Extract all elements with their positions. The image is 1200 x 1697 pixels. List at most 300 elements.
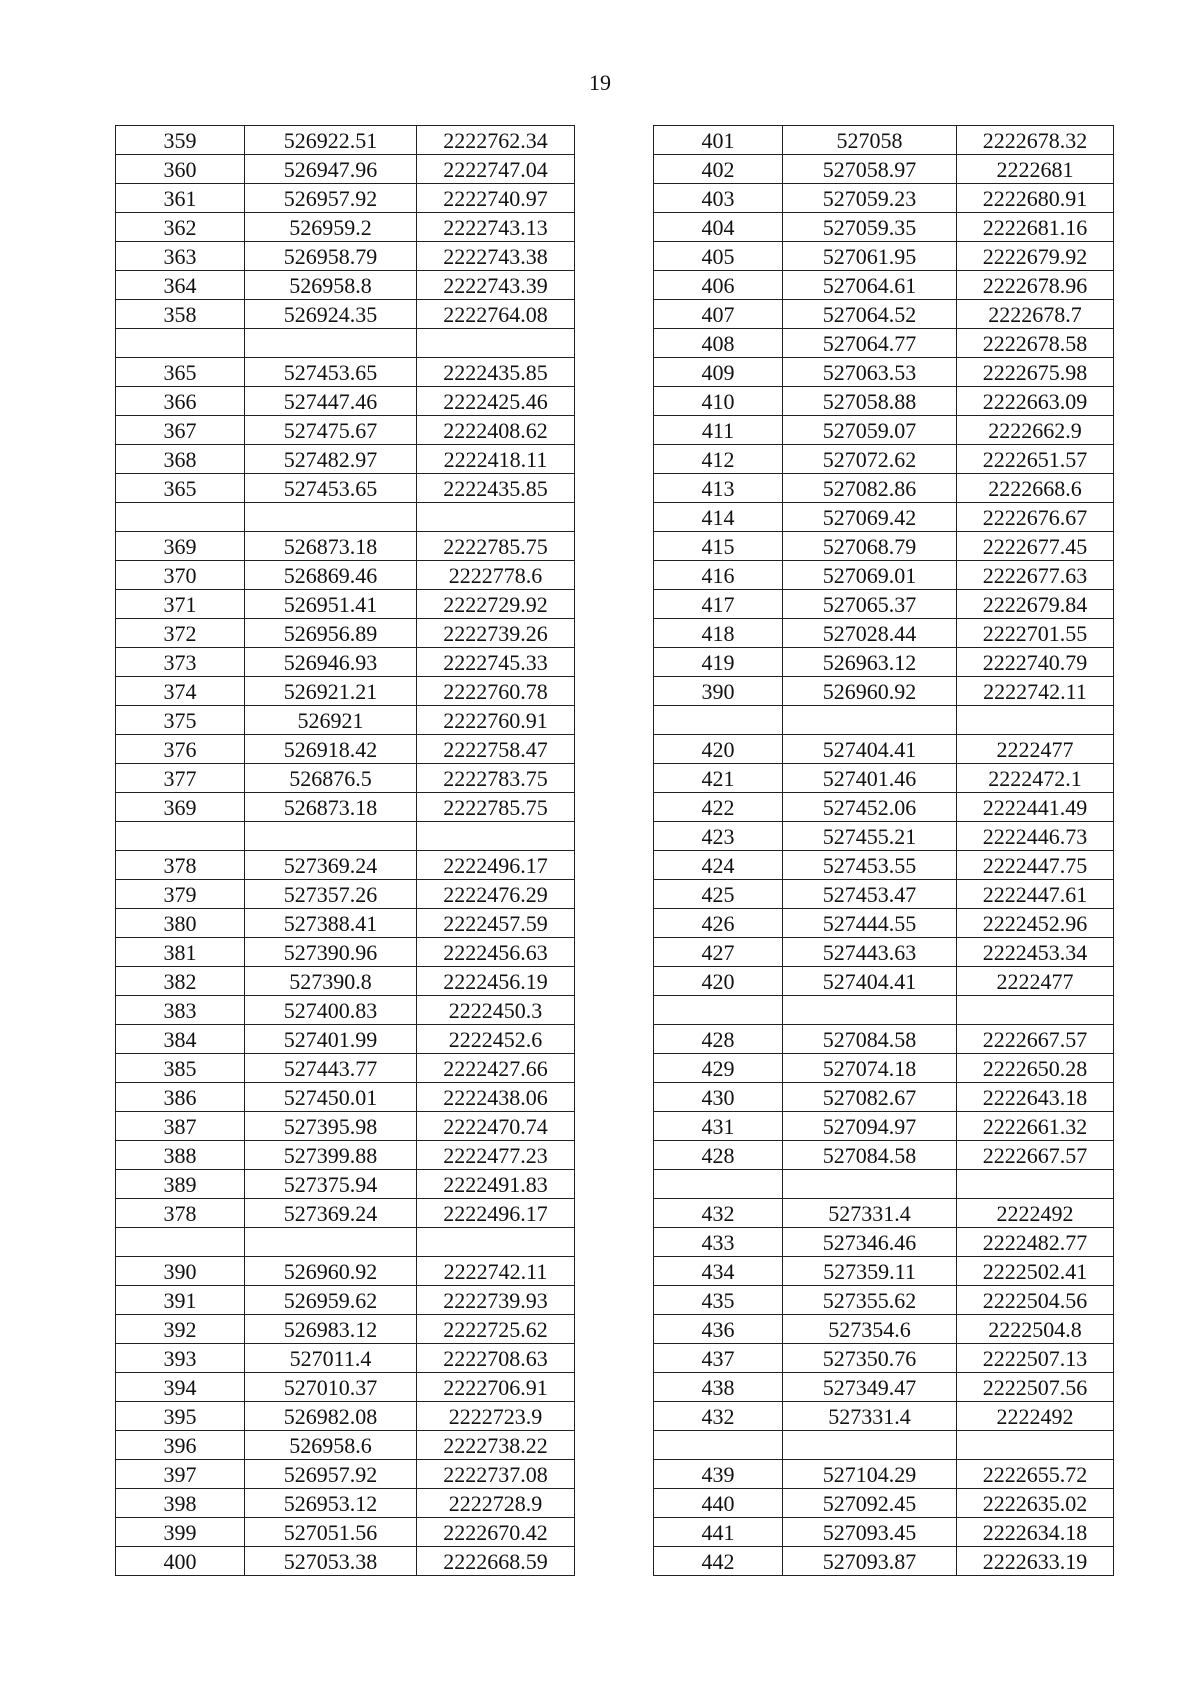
x-coordinate-cell: 527010.37 <box>245 1373 417 1402</box>
point-number-cell: 422 <box>654 793 783 822</box>
x-coordinate-cell: 527082.86 <box>783 474 957 503</box>
point-number-cell: 417 <box>654 590 783 619</box>
y-coordinate-cell: 2222739.93 <box>417 1286 575 1315</box>
x-coordinate-cell: 527443.77 <box>245 1054 417 1083</box>
x-coordinate-cell: 527369.24 <box>245 851 417 880</box>
table-row <box>116 1402 575 1431</box>
table-row <box>654 1054 1114 1083</box>
x-coordinate-cell: 527452.06 <box>783 793 957 822</box>
table-row <box>654 1286 1114 1315</box>
x-coordinate-cell: 527065.37 <box>783 590 957 619</box>
x-coordinate-cell: 526959.2 <box>245 213 417 242</box>
table-row <box>116 300 575 329</box>
y-coordinate-cell: 2222675.98 <box>957 358 1114 387</box>
x-coordinate-cell: 527011.4 <box>245 1344 417 1373</box>
x-coordinate-cell: 527350.76 <box>783 1344 957 1373</box>
y-coordinate-cell: 2222446.73 <box>957 822 1114 851</box>
table-row <box>116 184 575 213</box>
table-row <box>654 735 1114 764</box>
table-row <box>654 1518 1114 1547</box>
x-coordinate-cell: 527331.4 <box>783 1199 957 1228</box>
x-coordinate-cell: 526946.93 <box>245 648 417 677</box>
point-number-cell: 396 <box>116 1431 245 1460</box>
x-coordinate-cell: 527058.88 <box>783 387 957 416</box>
point-number-cell: 413 <box>654 474 783 503</box>
x-coordinate-cell: 527093.45 <box>783 1518 957 1547</box>
y-coordinate-cell: 2222783.75 <box>417 764 575 793</box>
y-coordinate-cell: 2222492 <box>957 1402 1114 1431</box>
point-number-cell: 375 <box>116 706 245 735</box>
y-coordinate-cell: 2222661.32 <box>957 1112 1114 1141</box>
point-number-cell: 367 <box>116 416 245 445</box>
x-coordinate-cell: 527354.6 <box>783 1315 957 1344</box>
x-coordinate-cell: 527444.55 <box>783 909 957 938</box>
y-coordinate-cell: 2222655.72 <box>957 1460 1114 1489</box>
y-coordinate-cell: 2222676.67 <box>957 503 1114 532</box>
y-coordinate-cell: 2222450.3 <box>417 996 575 1025</box>
y-coordinate-cell: 2222456.19 <box>417 967 575 996</box>
y-coordinate-cell: 2222477 <box>957 967 1114 996</box>
y-coordinate-cell: 2222435.85 <box>417 358 575 387</box>
x-coordinate-cell: 527064.61 <box>783 271 957 300</box>
table-row <box>654 1373 1114 1402</box>
x-coordinate-cell: 527390.8 <box>245 967 417 996</box>
point-number-cell: 365 <box>116 358 245 387</box>
table-row <box>654 764 1114 793</box>
y-coordinate-cell: 2222738.22 <box>417 1431 575 1460</box>
x-coordinate-cell: 527395.98 <box>245 1112 417 1141</box>
x-coordinate-cell: 527093.87 <box>783 1547 957 1576</box>
y-coordinate-cell: 2222633.19 <box>957 1547 1114 1576</box>
point-number-cell: 435 <box>654 1286 783 1315</box>
x-coordinate-cell: 527388.41 <box>245 909 417 938</box>
x-coordinate-cell: 527331.4 <box>783 1402 957 1431</box>
y-coordinate-cell: 2222677.45 <box>957 532 1114 561</box>
point-number-cell: 374 <box>116 677 245 706</box>
table-row <box>654 561 1114 590</box>
point-number-cell <box>116 822 245 851</box>
y-coordinate-cell: 2222452.6 <box>417 1025 575 1054</box>
point-number-cell: 428 <box>654 1025 783 1054</box>
point-number-cell: 387 <box>116 1112 245 1141</box>
table-row <box>116 735 575 764</box>
point-number-cell <box>116 503 245 532</box>
y-coordinate-cell: 2222650.28 <box>957 1054 1114 1083</box>
point-number-cell: 429 <box>654 1054 783 1083</box>
x-coordinate-cell: 527051.56 <box>245 1518 417 1547</box>
point-number-cell: 420 <box>654 735 783 764</box>
x-coordinate-cell: 527375.94 <box>245 1170 417 1199</box>
point-number-cell <box>116 1228 245 1257</box>
y-coordinate-cell: 2222507.13 <box>957 1344 1114 1373</box>
point-number-cell: 406 <box>654 271 783 300</box>
y-coordinate-cell: 2222447.75 <box>957 851 1114 880</box>
x-coordinate-cell: 526953.12 <box>245 1489 417 1518</box>
x-coordinate-cell: 526958.6 <box>245 1431 417 1460</box>
point-number-cell: 425 <box>654 880 783 909</box>
x-coordinate-cell: 526958.79 <box>245 242 417 271</box>
table-row <box>654 793 1114 822</box>
y-coordinate-cell: 2222502.41 <box>957 1257 1114 1286</box>
point-number-cell: 416 <box>654 561 783 590</box>
table-row <box>654 155 1114 184</box>
x-coordinate-cell: 527059.07 <box>783 416 957 445</box>
table-row <box>654 474 1114 503</box>
point-number-cell: 369 <box>116 793 245 822</box>
point-number-cell: 434 <box>654 1257 783 1286</box>
table-row <box>654 329 1114 358</box>
table-row <box>116 1547 575 1576</box>
table-row <box>116 1518 575 1547</box>
x-coordinate-cell: 527453.65 <box>245 358 417 387</box>
table-row <box>116 938 575 967</box>
point-number-cell: 400 <box>116 1547 245 1576</box>
y-coordinate-cell: 2222728.9 <box>417 1489 575 1518</box>
x-coordinate-cell: 526876.5 <box>245 764 417 793</box>
y-coordinate-cell: 2222482.77 <box>957 1228 1114 1257</box>
point-number-cell: 359 <box>116 126 245 155</box>
table-row <box>116 271 575 300</box>
point-number-cell: 403 <box>654 184 783 213</box>
table-row <box>654 1315 1114 1344</box>
y-coordinate-cell: 2222762.34 <box>417 126 575 155</box>
x-coordinate-cell <box>783 1431 957 1460</box>
y-coordinate-cell: 2222678.96 <box>957 271 1114 300</box>
point-number-cell: 420 <box>654 967 783 996</box>
table-row <box>116 1083 575 1112</box>
table-row <box>654 1025 1114 1054</box>
coordinates-table-right <box>653 125 1114 1576</box>
point-number-cell: 358 <box>116 300 245 329</box>
point-number-cell: 361 <box>116 184 245 213</box>
y-coordinate-cell <box>417 1228 575 1257</box>
y-coordinate-cell: 2222708.63 <box>417 1344 575 1373</box>
x-coordinate-cell: 527453.55 <box>783 851 957 880</box>
y-coordinate-cell: 2222680.91 <box>957 184 1114 213</box>
table-row <box>116 387 575 416</box>
point-number-cell: 408 <box>654 329 783 358</box>
point-number-cell: 384 <box>116 1025 245 1054</box>
y-coordinate-cell: 2222678.58 <box>957 329 1114 358</box>
x-coordinate-cell: 527069.01 <box>783 561 957 590</box>
x-coordinate-cell: 527069.42 <box>783 503 957 532</box>
point-number-cell: 383 <box>116 996 245 1025</box>
x-coordinate-cell: 527064.77 <box>783 329 957 358</box>
table-row <box>116 1344 575 1373</box>
table-row <box>116 1199 575 1228</box>
y-coordinate-cell: 2222441.49 <box>957 793 1114 822</box>
y-coordinate-cell: 2222678.32 <box>957 126 1114 155</box>
separator-row <box>654 996 1114 1025</box>
y-coordinate-cell: 2222452.96 <box>957 909 1114 938</box>
point-number-cell: 401 <box>654 126 783 155</box>
y-coordinate-cell: 2222476.29 <box>417 880 575 909</box>
table-row <box>116 561 575 590</box>
table-row <box>116 532 575 561</box>
separator-row <box>116 822 575 851</box>
point-number-cell: 372 <box>116 619 245 648</box>
separator-row <box>654 1431 1114 1460</box>
x-coordinate-cell: 527072.62 <box>783 445 957 474</box>
table-row <box>654 503 1114 532</box>
y-coordinate-cell <box>417 822 575 851</box>
table-row <box>654 1228 1114 1257</box>
x-coordinate-cell: 526947.96 <box>245 155 417 184</box>
page-number: 19 <box>589 70 611 95</box>
table-row <box>116 880 575 909</box>
y-coordinate-cell: 2222737.08 <box>417 1460 575 1489</box>
x-coordinate-cell: 527084.58 <box>783 1025 957 1054</box>
x-coordinate-cell: 527401.99 <box>245 1025 417 1054</box>
x-coordinate-cell: 527390.96 <box>245 938 417 967</box>
point-number-cell: 438 <box>654 1373 783 1402</box>
point-number-cell: 441 <box>654 1518 783 1547</box>
y-coordinate-cell: 2222663.09 <box>957 387 1114 416</box>
y-coordinate-cell: 2222447.61 <box>957 880 1114 909</box>
y-coordinate-cell: 2222667.57 <box>957 1141 1114 1170</box>
table-row <box>654 851 1114 880</box>
coordinates-table-left-body <box>116 126 575 1576</box>
separator-row <box>116 329 575 358</box>
point-number-cell: 391 <box>116 1286 245 1315</box>
x-coordinate-cell: 527450.01 <box>245 1083 417 1112</box>
table-row <box>116 445 575 474</box>
point-number-cell: 386 <box>116 1083 245 1112</box>
x-coordinate-cell: 527443.63 <box>783 938 957 967</box>
point-number-cell <box>654 1170 783 1199</box>
x-coordinate-cell: 527453.65 <box>245 474 417 503</box>
y-coordinate-cell: 2222504.8 <box>957 1315 1114 1344</box>
y-coordinate-cell: 2222435.85 <box>417 474 575 503</box>
y-coordinate-cell: 2222635.02 <box>957 1489 1114 1518</box>
y-coordinate-cell: 2222760.78 <box>417 677 575 706</box>
point-number-cell: 436 <box>654 1315 783 1344</box>
x-coordinate-cell: 526960.92 <box>245 1257 417 1286</box>
x-coordinate-cell: 527482.97 <box>245 445 417 474</box>
x-coordinate-cell: 526956.89 <box>245 619 417 648</box>
x-coordinate-cell: 527053.38 <box>245 1547 417 1576</box>
y-coordinate-cell: 2222729.92 <box>417 590 575 619</box>
x-coordinate-cell: 526957.92 <box>245 184 417 213</box>
point-number-cell: 371 <box>116 590 245 619</box>
point-number-cell: 410 <box>654 387 783 416</box>
point-number-cell: 439 <box>654 1460 783 1489</box>
x-coordinate-cell <box>783 1170 957 1199</box>
y-coordinate-cell: 2222470.74 <box>417 1112 575 1141</box>
x-coordinate-cell: 526873.18 <box>245 793 417 822</box>
point-number-cell: 378 <box>116 851 245 880</box>
x-coordinate-cell: 527404.41 <box>783 735 957 764</box>
table-row <box>116 1315 575 1344</box>
x-coordinate-cell: 527346.46 <box>783 1228 957 1257</box>
table-row <box>654 1141 1114 1170</box>
x-coordinate-cell <box>245 503 417 532</box>
y-coordinate-cell: 2222758.47 <box>417 735 575 764</box>
y-coordinate-cell: 2222667.57 <box>957 1025 1114 1054</box>
y-coordinate-cell: 2222408.62 <box>417 416 575 445</box>
table-row <box>654 880 1114 909</box>
point-number-cell: 419 <box>654 648 783 677</box>
y-coordinate-cell: 2222743.38 <box>417 242 575 271</box>
point-number-cell: 363 <box>116 242 245 271</box>
y-coordinate-cell: 2222681 <box>957 155 1114 184</box>
table-row <box>654 967 1114 996</box>
y-coordinate-cell: 2222457.59 <box>417 909 575 938</box>
table-row <box>654 619 1114 648</box>
y-coordinate-cell: 2222742.11 <box>957 677 1114 706</box>
table-row <box>654 445 1114 474</box>
y-coordinate-cell: 2222747.04 <box>417 155 575 184</box>
point-number-cell: 411 <box>654 416 783 445</box>
point-number-cell <box>116 329 245 358</box>
point-number-cell: 376 <box>116 735 245 764</box>
x-coordinate-cell <box>783 706 957 735</box>
point-number-cell: 442 <box>654 1547 783 1576</box>
separator-row <box>654 706 1114 735</box>
y-coordinate-cell: 2222496.17 <box>417 1199 575 1228</box>
x-coordinate-cell: 527064.52 <box>783 300 957 329</box>
x-coordinate-cell: 526982.08 <box>245 1402 417 1431</box>
point-number-cell: 431 <box>654 1112 783 1141</box>
table-row <box>654 648 1114 677</box>
table-row <box>654 213 1114 242</box>
x-coordinate-cell <box>245 822 417 851</box>
table-row <box>116 1489 575 1518</box>
coordinates-table-right-body <box>654 126 1114 1576</box>
point-number-cell: 380 <box>116 909 245 938</box>
y-coordinate-cell: 2222662.9 <box>957 416 1114 445</box>
x-coordinate-cell: 527058.97 <box>783 155 957 184</box>
point-number-cell: 368 <box>116 445 245 474</box>
x-coordinate-cell <box>245 329 417 358</box>
point-number-cell: 404 <box>654 213 783 242</box>
y-coordinate-cell <box>957 706 1114 735</box>
table-row <box>116 996 575 1025</box>
x-coordinate-cell: 526922.51 <box>245 126 417 155</box>
table-row <box>654 1199 1114 1228</box>
y-coordinate-cell: 2222668.59 <box>417 1547 575 1576</box>
x-coordinate-cell: 527084.58 <box>783 1141 957 1170</box>
y-coordinate-cell: 2222668.6 <box>957 474 1114 503</box>
table-row <box>116 677 575 706</box>
y-coordinate-cell: 2222418.11 <box>417 445 575 474</box>
x-coordinate-cell: 526921 <box>245 706 417 735</box>
y-coordinate-cell: 2222425.46 <box>417 387 575 416</box>
x-coordinate-cell: 527058 <box>783 126 957 155</box>
y-coordinate-cell: 2222496.17 <box>417 851 575 880</box>
y-coordinate-cell: 2222785.75 <box>417 793 575 822</box>
point-number-cell: 385 <box>116 1054 245 1083</box>
y-coordinate-cell: 2222743.39 <box>417 271 575 300</box>
y-coordinate-cell: 2222427.66 <box>417 1054 575 1083</box>
point-number-cell: 418 <box>654 619 783 648</box>
point-number-cell: 378 <box>116 1199 245 1228</box>
y-coordinate-cell: 2222701.55 <box>957 619 1114 648</box>
y-coordinate-cell: 2222742.11 <box>417 1257 575 1286</box>
x-coordinate-cell: 526957.92 <box>245 1460 417 1489</box>
x-coordinate-cell: 527061.95 <box>783 242 957 271</box>
table-row <box>654 1257 1114 1286</box>
separator-row <box>116 1228 575 1257</box>
y-coordinate-cell: 2222504.56 <box>957 1286 1114 1315</box>
table-row <box>116 155 575 184</box>
table-row <box>654 242 1114 271</box>
point-number-cell <box>654 706 783 735</box>
point-number-cell: 421 <box>654 764 783 793</box>
table-row <box>116 793 575 822</box>
table-row <box>654 938 1114 967</box>
table-row <box>116 1431 575 1460</box>
table-row <box>654 532 1114 561</box>
point-number-cell: 360 <box>116 155 245 184</box>
table-row <box>116 1054 575 1083</box>
table-row <box>654 677 1114 706</box>
point-number-cell: 382 <box>116 967 245 996</box>
table-row <box>654 822 1114 851</box>
y-coordinate-cell: 2222477.23 <box>417 1141 575 1170</box>
point-number-cell: 412 <box>654 445 783 474</box>
point-number-cell <box>654 1431 783 1460</box>
point-number-cell: 390 <box>116 1257 245 1286</box>
table-row <box>116 242 575 271</box>
table-row <box>116 1257 575 1286</box>
point-number-cell: 398 <box>116 1489 245 1518</box>
point-number-cell: 415 <box>654 532 783 561</box>
table-row <box>116 706 575 735</box>
point-number-cell: 373 <box>116 648 245 677</box>
table-row <box>654 590 1114 619</box>
y-coordinate-cell: 2222739.26 <box>417 619 575 648</box>
table-row <box>116 648 575 677</box>
table-row <box>116 416 575 445</box>
point-number-cell: 437 <box>654 1344 783 1373</box>
table-row <box>654 1402 1114 1431</box>
y-coordinate-cell: 2222634.18 <box>957 1518 1114 1547</box>
point-number-cell: 394 <box>116 1373 245 1402</box>
point-number-cell: 379 <box>116 880 245 909</box>
point-number-cell: 432 <box>654 1402 783 1431</box>
point-number-cell: 407 <box>654 300 783 329</box>
table-row <box>116 1286 575 1315</box>
x-coordinate-cell: 526921.21 <box>245 677 417 706</box>
y-coordinate-cell: 2222681.16 <box>957 213 1114 242</box>
point-number-cell: 426 <box>654 909 783 938</box>
point-number-cell: 428 <box>654 1141 783 1170</box>
table-row <box>654 184 1114 213</box>
y-coordinate-cell: 2222679.92 <box>957 242 1114 271</box>
table-row <box>116 1460 575 1489</box>
point-number-cell: 427 <box>654 938 783 967</box>
point-number-cell: 424 <box>654 851 783 880</box>
x-coordinate-cell: 526951.41 <box>245 590 417 619</box>
x-coordinate-cell: 526873.18 <box>245 532 417 561</box>
x-coordinate-cell: 527455.21 <box>783 822 957 851</box>
point-number-cell: 392 <box>116 1315 245 1344</box>
y-coordinate-cell: 2222745.33 <box>417 648 575 677</box>
y-coordinate-cell: 2222760.91 <box>417 706 575 735</box>
x-coordinate-cell: 527074.18 <box>783 1054 957 1083</box>
table-row <box>654 1489 1114 1518</box>
table-row <box>116 764 575 793</box>
point-number-cell: 397 <box>116 1460 245 1489</box>
table-row <box>116 1141 575 1170</box>
separator-row <box>654 1170 1114 1199</box>
x-coordinate-cell: 527355.62 <box>783 1286 957 1315</box>
point-number-cell: 430 <box>654 1083 783 1112</box>
table-row <box>654 387 1114 416</box>
y-coordinate-cell: 2222651.57 <box>957 445 1114 474</box>
y-coordinate-cell: 2222477 <box>957 735 1114 764</box>
